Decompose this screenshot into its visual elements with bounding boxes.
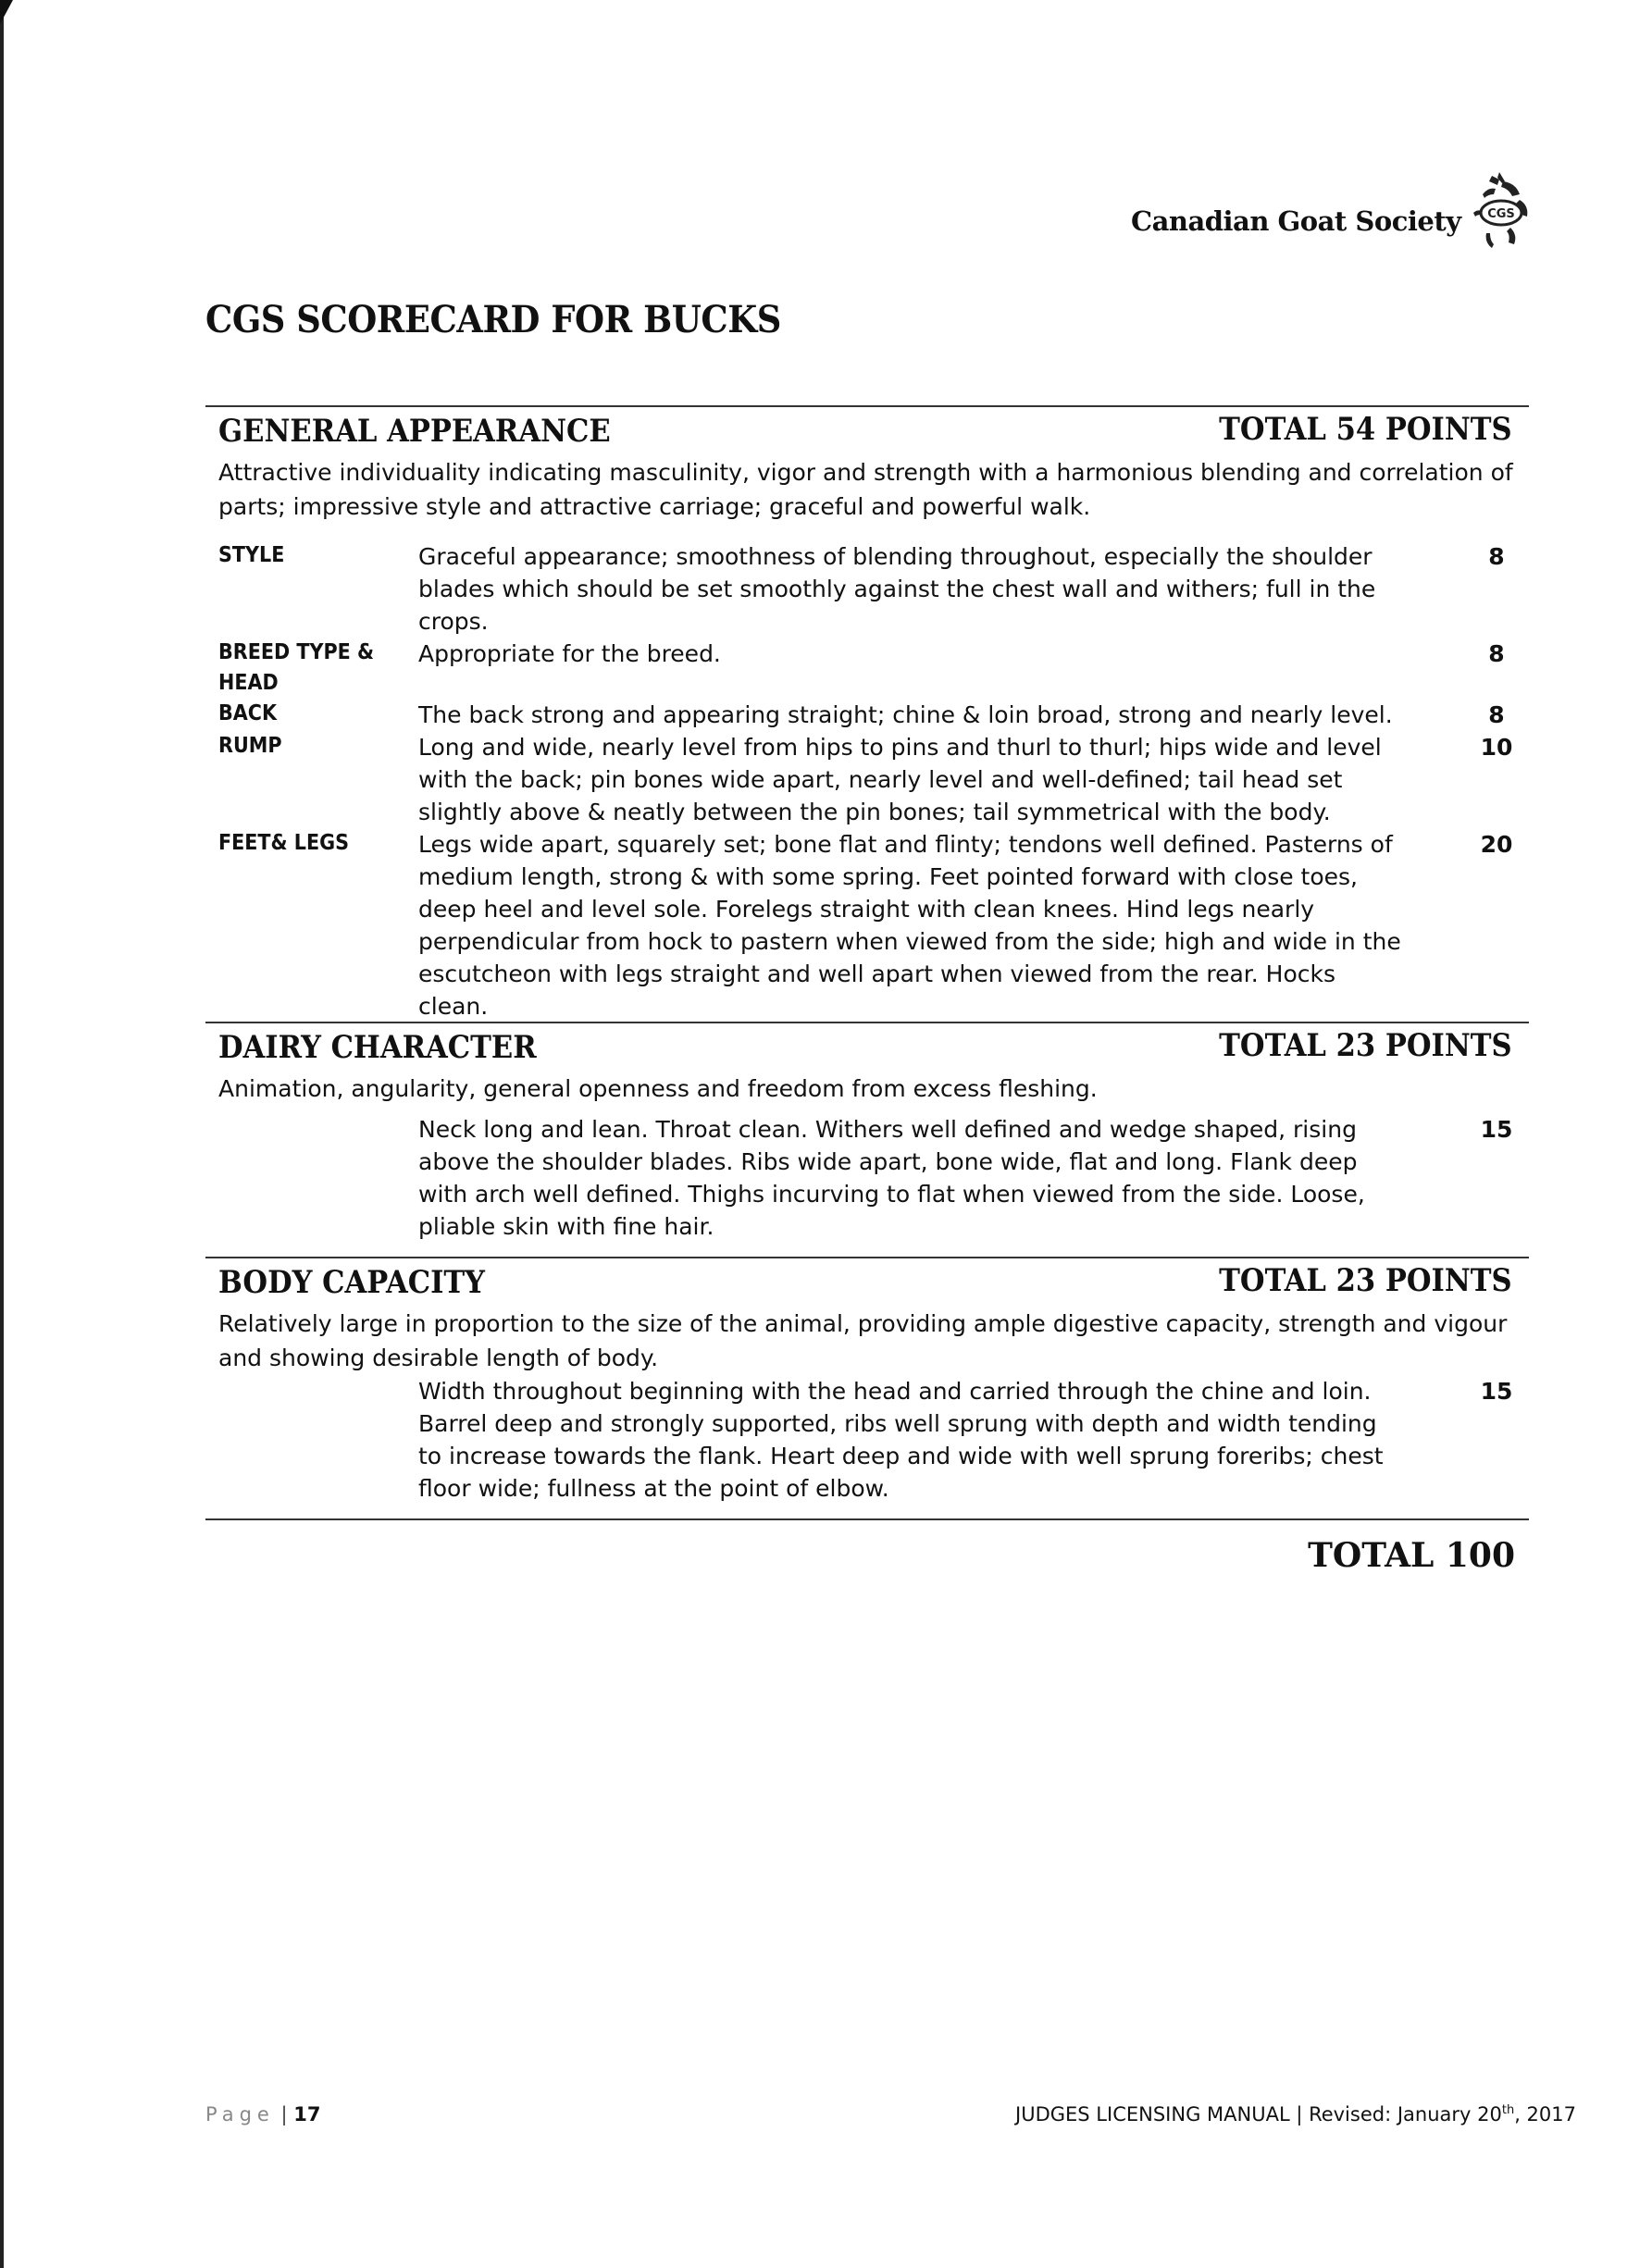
section-header [205,1023,1529,1064]
page-word: Page [205,2103,275,2125]
section-title: DAIRY CHARACTER [218,1029,537,1066]
cgs-goat-logo-icon [1455,167,1547,259]
criterion-points: 8 [1488,701,1505,728]
criterion-label: FEET& LEGS [218,831,350,855]
section-header [205,407,1529,448]
criterion-points: 15 [1480,1116,1513,1143]
section-total: TOTAL 23 POINTS [1219,1027,1512,1064]
criterion-description: The back strong and appearing straight; chine & loin broad, strong and nearly level. [418,701,1393,728]
criterion-points: 15 [1480,1378,1513,1405]
logo-text: CGS [1487,207,1515,221]
page-separator: | [280,2103,288,2125]
criterion-description: Appropriate for the breed. [418,640,721,667]
revision-year: , 2017 [1514,2103,1576,2125]
section-total: TOTAL 23 POINTS [1219,1262,1512,1299]
manual-footer [1015,2103,1576,2125]
criterion-description: Neck long and lean. Throat clean. Withers well defined and wedge shaped, rising above the shoulder blades. Ribs wide apart, bone wide, flat and long. Flank deep with arch well defined. Thighs incurving to flat when viewed from the side. Loose, pliable skin with fine hair. [418,1116,1365,1240]
scan-edge [0,0,4,2268]
section-description: Attractive individuality indicating masculinity, vigor and strength with a harmonious blending and correlation of parts; impressive style and attractive carriage; graceful and powerful walk. [218,459,1513,520]
organization-name: Canadian Goat Society [1131,205,1461,237]
criterion-label: RUMP [218,734,282,758]
criterion-points: 8 [1488,543,1505,570]
page-number: 17 [293,2103,321,2125]
section-general-appearance [205,405,1529,1022]
criterion-row-breed-type [205,638,1529,699]
section-body-capacity [205,1257,1529,1505]
criterion-points: 20 [1480,831,1513,858]
date-suffix: th [1501,2103,1515,2117]
section-description: Animation, angularity, general openness and freedom from excess fleshing. [218,1075,1098,1102]
criterion-row-back [205,699,1529,731]
criterion-points: 10 [1480,734,1513,761]
criterion-row-style [205,540,1529,638]
criterion-label: STYLE [218,543,285,567]
criterion-label: BACK [218,701,278,725]
criterion-row [205,1375,1529,1505]
section-title: GENERAL APPEARANCE [218,413,611,450]
criterion-description: Legs wide apart, squarely set; bone flat and flinty; tendons well defined. Pasterns of medium length, strong & with some spring. Feet pointed forward with close toes, deep heel and level sole. Forelegs straight with clean knees. Hind legs nearly perpendicular from hock to pastern when viewed from the side; high and wide in the escutcheon with legs straight and well apart when viewed from the rear. Hocks clean. [418,831,1401,1020]
section-description: Relatively large in proportion to the size of the animal, providing ample digestive capacity, strength and vigour and showing desirable length of body. [218,1310,1508,1371]
page-title: CGS SCORECARD FOR BUCKS [205,298,781,341]
criterion-row [205,1113,1529,1243]
criterion-description: Graceful appearance; smoothness of blending throughout, especially the shoulder blades which should be set smoothly against the chest wall and withers; full in the crops. [418,543,1376,635]
criterion-points: 8 [1488,640,1505,667]
criterion-label: BREED TYPE & HEAD [218,640,375,695]
grand-total: TOTAL 100 [1308,1536,1515,1575]
criterion-row-rump [205,731,1529,828]
criterion-row-feet-legs [205,828,1529,1022]
manual-revision-text: JUDGES LICENSING MANUAL | Revised: January 20 [1015,2103,1502,2125]
section-total: TOTAL 54 POINTS [1219,411,1512,448]
section-dairy-character [205,1022,1529,1243]
page-number-footer [205,2103,321,2125]
criterion-description: Long and wide, nearly level from hips to pins and thurl to thurl; hips wide and level with the back; pin bones wide apart, nearly level and well-defined; tail head set slightly above & neatly between the pin bones; tail symmetrical with the body. [418,734,1382,825]
criterion-description: Width throughout beginning with the head and carried through the chine and loin. Barrel deep and strongly supported, ribs well sprung with depth and width tending to increase towards the flank. Heart deep and wide with well sprung foreribs; chest floor wide; fullness at the point of elbow. [418,1378,1384,1502]
section-title: BODY CAPACITY [218,1264,486,1301]
grand-total-divider [205,1518,1529,1520]
section-header [205,1258,1529,1299]
scan-corner-mark [0,0,13,24]
